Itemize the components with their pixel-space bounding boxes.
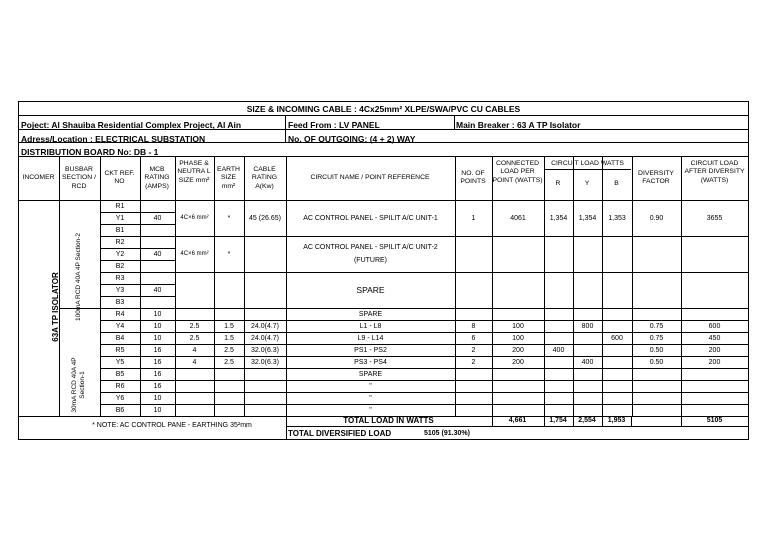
phase-b-load: [602, 308, 632, 320]
phase-size: 4C×6 mm²: [180, 214, 209, 221]
phase-b-load: [602, 392, 632, 404]
phase-r-load: [544, 308, 573, 320]
connected-load: [492, 368, 544, 380]
diversity-factor: [632, 236, 681, 272]
total-load-label: TOTAL LOAD IN WATTS: [343, 416, 434, 425]
mcb-rating: 40: [153, 286, 162, 294]
no-of-points: 2: [471, 358, 476, 366]
diversity-factor: 0.90: [649, 214, 664, 222]
no-of-points: 1: [471, 214, 476, 222]
total-after-diversity: 5105: [706, 417, 723, 424]
circuit-ref: R3: [115, 274, 125, 282]
load-after-diversity: 600: [708, 322, 721, 330]
circuit-ref: B1: [115, 226, 125, 234]
header-ckt-ref: CKT REF. NO: [104, 170, 135, 186]
phase-size: [175, 308, 214, 320]
circuit-ref: B5: [115, 370, 125, 378]
phase-size: [175, 392, 214, 404]
header-cable-rating: CABLE RATING A(Kw): [251, 166, 278, 190]
project-name: Poject: Al Shauiba Residential Complex Project, Al Ain: [21, 120, 242, 130]
total-phase-r: 1,754: [549, 417, 567, 424]
mcb-rating: 40: [153, 214, 162, 222]
mcb-rating: 40: [153, 250, 162, 258]
earth-size: [214, 272, 244, 308]
mcb-rating: 16: [153, 370, 162, 378]
no-of-points: 8: [471, 322, 476, 330]
cable-rating: 32.0(6.3): [250, 358, 280, 366]
cable-rating: [244, 404, 286, 416]
phase-y-load: [573, 344, 602, 356]
mcb-rating: 16: [153, 346, 162, 354]
phase-y-load: [573, 332, 602, 344]
circuit-ref: Y5: [115, 358, 125, 366]
earthing-note: * NOTE: AC CONTROL PANE - EARTHING 35²mm: [92, 422, 252, 429]
phase-r-load: [544, 320, 573, 332]
circuit-ref: B3: [115, 298, 125, 306]
diversified-load-value: 5105 (91.30%): [424, 430, 470, 437]
diversity-factor: 0.50: [649, 358, 664, 366]
connected-load: 200: [512, 358, 524, 366]
phase-y-load: [573, 380, 602, 392]
header-mcb-rating: MCB RATING (AMPS): [144, 166, 170, 190]
phase-y-load: [573, 392, 602, 404]
circuit-ref: Y1: [115, 214, 125, 222]
earth-size: 2.5: [224, 358, 234, 366]
load-after-diversity: [681, 404, 748, 416]
circuit-ref: Y4: [115, 322, 125, 330]
diversity-factor: [632, 308, 681, 320]
circuit-name: ": [369, 394, 372, 402]
header-phase-b: B: [614, 180, 619, 187]
distribution-board-schedule: [18, 101, 749, 440]
connected-load: 4061: [510, 214, 526, 222]
outgoing-count: No. OF OUTGOING: (4 + 2) WAY: [288, 134, 416, 144]
connected-load: 100: [512, 322, 524, 330]
phase-size: [175, 368, 214, 380]
section-1-label: 30mA RCD 40A 4P Section-1: [71, 357, 86, 413]
mcb-rating: 10: [153, 406, 162, 414]
circuit-ref: Y6: [115, 394, 125, 402]
total-phase-y: 2,554: [578, 417, 596, 424]
cable-rating: [244, 236, 286, 272]
main-breaker: Main Breaker : 63 A TP Isolator: [456, 120, 581, 130]
load-after-diversity: 450: [708, 334, 721, 342]
earth-size: [214, 368, 244, 380]
phase-r-load: [544, 332, 573, 344]
earth-size: [214, 392, 244, 404]
load-after-diversity: [681, 308, 748, 320]
diversity-factor: [632, 380, 681, 392]
phase-b-load: 600: [611, 334, 623, 342]
circuit-ref: B2: [115, 262, 125, 270]
phase-y-load: [573, 308, 602, 320]
phase-r-load: [544, 356, 573, 368]
phase-size: 2.5: [189, 334, 200, 342]
total-phase-b: 1,953: [607, 417, 626, 424]
phase-size: 4: [192, 358, 197, 366]
header-incomer: INCOMER: [22, 174, 55, 181]
diversity-factor: 0.75: [649, 334, 664, 342]
header-no-of-points: NO. OF POINTS: [460, 170, 486, 186]
mcb-rating: 16: [153, 358, 162, 366]
connected-load: [492, 272, 544, 308]
earth-size: 1.5: [224, 334, 234, 342]
earth-size: [214, 404, 244, 416]
phase-y-load: 400: [581, 358, 594, 366]
cable-rating: [244, 308, 286, 320]
load-after-diversity: [681, 236, 748, 272]
phase-b-load: [602, 320, 632, 332]
phase-b-load: [602, 356, 632, 368]
address-location: Adress/Location : ELECTRICAL SUBSTATION: [21, 134, 206, 144]
circuit-ref: R4: [115, 310, 125, 318]
cable-rating: 24.0(4.7): [250, 322, 280, 330]
mcb-rating: 10: [153, 322, 162, 330]
cable-rating: [244, 272, 286, 308]
phase-r-load: 400: [552, 346, 565, 354]
load-after-diversity: 3655: [706, 214, 723, 222]
section-2-label: 100mA RCD 40A 4P Section-2: [75, 232, 82, 322]
cable-rating: [244, 380, 286, 392]
diversity-factor: [632, 392, 681, 404]
phase-size: [175, 272, 214, 308]
phase-y-load: 800: [581, 322, 594, 330]
phase-b-load: [602, 368, 632, 380]
phase-size: 4C×6 mm²: [180, 250, 209, 257]
cable-title: SIZE & INCOMING CABLE : 4Cx25mm² XLPE/SWA/PVC CU CABLES: [246, 104, 521, 114]
circuit-ref: R2: [115, 238, 125, 246]
circuit-ref: R5: [115, 346, 125, 354]
phase-r-load: [544, 404, 573, 416]
no-of-points: [455, 392, 492, 404]
phase-r-load: [544, 368, 573, 380]
circuit-name: ": [369, 382, 372, 390]
earth-size: [214, 308, 244, 320]
phase-b-load: 1,353: [608, 214, 626, 222]
header-phase-r: R: [555, 180, 561, 187]
diversity-factor: [632, 272, 681, 308]
circuit-name: SPARE: [358, 370, 383, 378]
header-circuit-name: CIRCUIT NAME / POINT REFERENCE: [310, 174, 430, 181]
mcb-rating: 16: [153, 382, 162, 390]
header-phase-y: Y: [584, 180, 590, 187]
phase-y-load: [573, 272, 602, 308]
circuit-name: AC CONTROL PANEL - SPILIT A/C UNIT-2 (FUTURE): [303, 244, 438, 264]
connected-load: [492, 380, 544, 392]
load-after-diversity: [681, 368, 748, 380]
header-circuit-load-watts: CIRCUIT LOAD WATTS: [551, 160, 624, 167]
cable-rating: 45 (26.65): [249, 214, 281, 222]
circuit-name: L9 - L14: [357, 334, 384, 342]
phase-r-load: 1,354: [549, 214, 568, 222]
incomer-label: 63A TP ISOLATOR: [51, 272, 60, 342]
connected-load: [492, 392, 544, 404]
phase-r-load: [544, 380, 573, 392]
earth-size: 1.5: [224, 322, 234, 330]
diversity-factor: [632, 368, 681, 380]
no-of-points: [455, 308, 492, 320]
earth-size: 2.5: [224, 346, 234, 354]
phase-b-load: [602, 380, 632, 392]
phase-b-load: [602, 404, 632, 416]
earth-size: *: [227, 214, 231, 222]
diversity-factor: [632, 404, 681, 416]
mcb-rating: 10: [153, 334, 162, 342]
phase-y-load: 1,354: [578, 214, 597, 222]
load-after-diversity: [681, 392, 748, 404]
phase-size: [175, 380, 214, 392]
phase-r-load: [544, 392, 573, 404]
cable-rating: [244, 392, 286, 404]
circuit-name: PS3 - PS4: [354, 358, 387, 366]
no-of-points: 6: [471, 334, 476, 342]
load-after-diversity: 200: [708, 358, 721, 366]
circuit-name: SPARE: [358, 310, 383, 318]
no-of-points: [455, 236, 492, 272]
no-of-points: [455, 368, 492, 380]
phase-y-load: [573, 236, 602, 272]
header-earth-size: EARTH SIZE mm²: [217, 166, 240, 190]
connected-load: 100: [512, 334, 524, 342]
earth-size: [214, 380, 244, 392]
no-of-points: [455, 380, 492, 392]
cable-rating: [244, 368, 286, 380]
load-after-diversity: [681, 272, 748, 308]
load-after-diversity: [681, 380, 748, 392]
earth-size: *: [227, 250, 231, 258]
circuit-ref: Y3: [115, 286, 125, 294]
connected-load: 200: [512, 346, 524, 354]
diversified-load-label: TOTAL DIVERSIFIED LOAD: [288, 429, 392, 438]
connected-load: [492, 404, 544, 416]
no-of-points: 2: [471, 346, 476, 354]
header-busbar: BUSBAR SECTION / RCD: [62, 166, 96, 190]
connected-load: [492, 236, 544, 272]
circuit-name: AC CONTROL PANEL - SPILIT A/C UNIT-1: [303, 214, 438, 222]
connected-load: [492, 308, 544, 320]
circuit-ref: B4: [115, 334, 125, 342]
circuit-ref: B6: [115, 406, 125, 414]
phase-y-load: [573, 368, 602, 380]
diversity-factor: 0.75: [649, 322, 664, 330]
header-diversity-factor: DIVERSITY FACTOR: [638, 170, 674, 186]
phase-size: [175, 404, 214, 416]
circuit-name: ": [369, 406, 372, 414]
circuit-ref: Y2: [115, 250, 125, 258]
phase-y-load: [573, 404, 602, 416]
header-load-after-diversity: CIRCUIT LOAD AFTER DIVERSITY (WATTS): [684, 160, 745, 184]
phase-size: 4: [192, 346, 197, 354]
circuit-name: SPARE: [356, 284, 385, 295]
mcb-rating: 10: [153, 394, 162, 402]
circuit-ref: R1: [115, 202, 125, 210]
cable-rating: 24.0(4.7): [250, 334, 280, 342]
phase-r-load: [544, 272, 573, 308]
no-of-points: [455, 272, 492, 308]
phase-b-load: [602, 272, 632, 308]
feed-from: Feed From : LV PANEL: [288, 120, 380, 130]
phase-size: 2.5: [189, 322, 200, 330]
header-connected-load: CONNECTED LOAD PER POINT (WATTS): [492, 160, 543, 184]
load-after-diversity: 200: [708, 346, 721, 354]
cable-rating: 32.0(6.3): [250, 346, 280, 354]
total-connected-load: 4,661: [508, 417, 527, 424]
circuit-ref: R6: [115, 382, 125, 390]
circuit-name: PS1 - PS2: [354, 346, 387, 354]
phase-b-load: [602, 344, 632, 356]
diversity-factor: 0.50: [649, 346, 664, 354]
mcb-rating: 10: [153, 310, 162, 318]
circuit-name: L1 - L8: [359, 322, 382, 330]
no-of-points: [455, 404, 492, 416]
header-phase-neutral: PHASE & NEUTRA L SIZE mm²: [177, 160, 211, 184]
board-number: DISTRIBUTION BOARD No: DB - 1: [21, 147, 159, 157]
phase-b-load: [602, 236, 632, 272]
phase-r-load: [544, 236, 573, 272]
